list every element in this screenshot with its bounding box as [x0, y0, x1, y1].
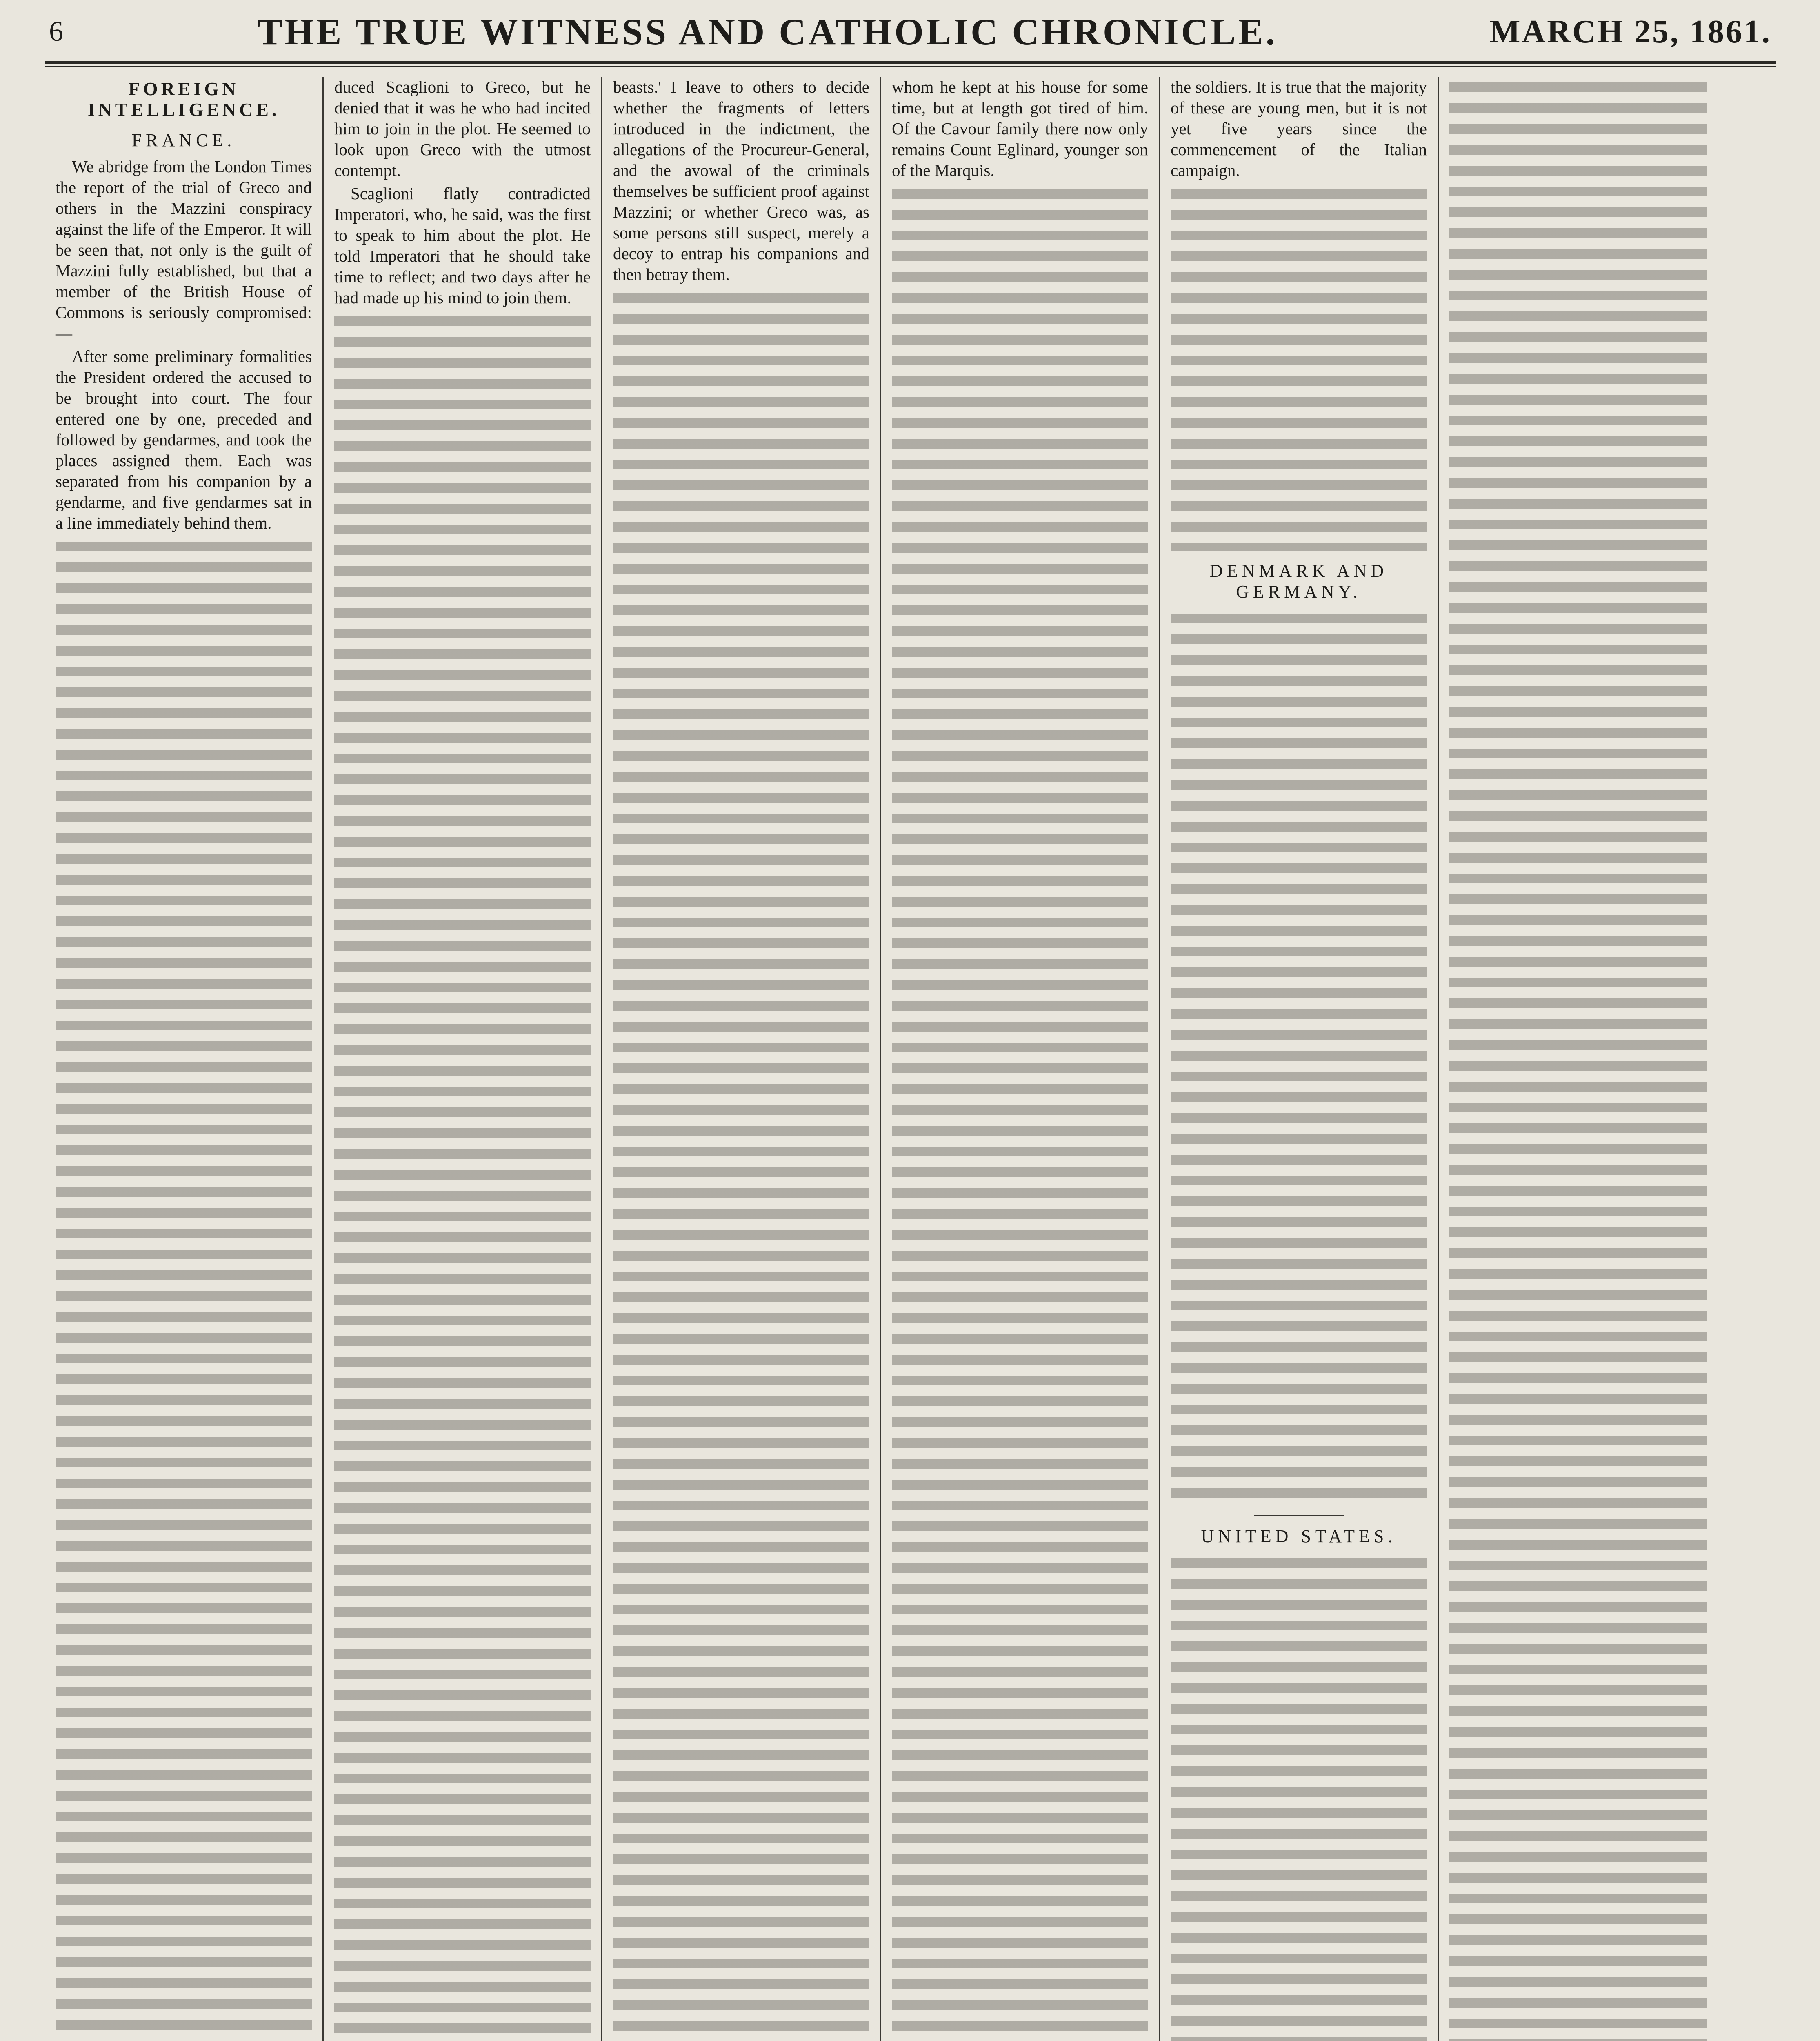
- body-text-lines: [1171, 1552, 1427, 2041]
- column-4: [881, 77, 1160, 2041]
- paragraph: beasts.' I leave to others to decide whether the fragments of letters introduced in the indictment, the allegations of the Procureur-General, and the avowal of the criminals themselves be sufficient proof against Mazzini; or whether Greco was, as some persons still suspect, merely a decoy to entrap his companions and then betray them.: [613, 78, 869, 284]
- column-6: [1439, 77, 1718, 2041]
- section-heading: FOREIGN INTELLIGENCE.: [87, 78, 280, 120]
- body-text-lines: [892, 183, 1148, 2041]
- body-text-lines: [613, 287, 869, 2041]
- paragraph: duced Scaglioni to Greco, but he denied that it was he who had incited him to join in the plot. He seemed to look upon Greco with the utmost contempt.: [334, 78, 591, 180]
- column-2: [324, 77, 602, 2041]
- article-columns: [45, 77, 1776, 2041]
- column-3: [602, 77, 881, 2041]
- paragraph: After some preliminary formalities the President ordered the accused to be brought into court. The four entered one by one, preceded and followed by gendarmes, and took the places assigned them. Each was separated from his companion by a gendarme, and five gendarmes sat in a line immediately behind them.: [56, 347, 312, 532]
- column-5: [1160, 77, 1439, 2041]
- page-number: 6: [49, 16, 63, 47]
- issue-date: MARCH 25, 1861.: [1489, 13, 1771, 50]
- masthead: [49, 7, 1771, 56]
- body-text-lines: [1449, 77, 1707, 2041]
- body-text-lines: [1171, 608, 1427, 1506]
- paragraph: Scaglioni flatly contradicted Imperatori, who, he said, was the first to speak to him about the plot. He told Imperatori that he should take time to reflect; and two days after he had made up his mind to join them.: [334, 184, 591, 307]
- country-heading: DENMARK AND GERMANY.: [1209, 561, 1388, 602]
- newspaper-title: THE TRUE WITNESS AND CATHOLIC CHRONICLE.: [257, 11, 1278, 53]
- paragraph: the soldiers. It is true that the majority of these are young men, but it is not yet five years since the commencement of the Italian campaign.: [1171, 78, 1427, 180]
- masthead-rule: [45, 61, 1776, 64]
- body-text-lines: [334, 311, 591, 2041]
- body-text-lines: [56, 536, 312, 2041]
- paragraph: whom he kept at his house for some time, but at length got tired of him. Of the Cavour family there now only remains Count Eglinard, younger son of the Marquis.: [892, 78, 1148, 180]
- column-separator: [1254, 1515, 1344, 1516]
- paragraph: We abridge from the London Times the report of the trial of Greco and others in the Mazzini conspiracy against the life of the Emperor. It will be seen that, not only is the guilt of Mazzini fully established, but that a member of the British House of Commons is seriously compromised:—: [56, 157, 312, 342]
- country-heading: FRANCE.: [131, 130, 236, 150]
- body-text-lines: [1171, 183, 1427, 551]
- masthead-rule-thin: [45, 66, 1776, 67]
- column-1: [45, 77, 324, 2041]
- country-heading: UNITED STATES.: [1201, 1526, 1397, 1546]
